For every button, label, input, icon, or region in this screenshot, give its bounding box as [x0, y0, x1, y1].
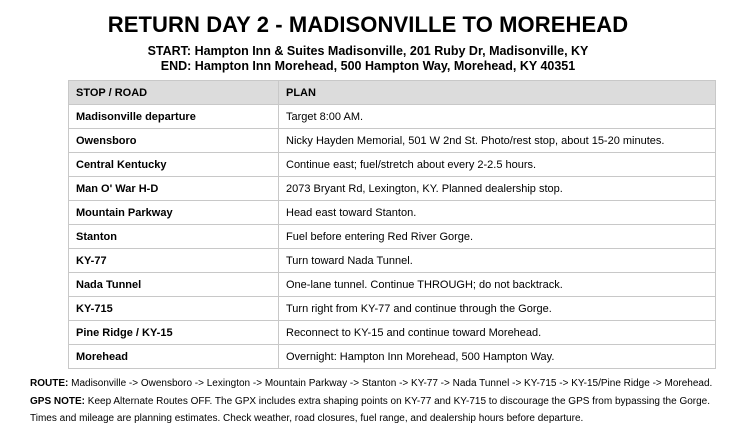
plan-cell: One-lane tunnel. Continue THROUGH; do not backtrack. — [279, 273, 716, 297]
table-row — [69, 129, 716, 153]
stop-cell: Nada Tunnel — [69, 273, 279, 297]
stop-cell: Madisonville departure — [69, 105, 279, 129]
plan-cell: Turn right from KY-77 and continue through the Gorge. — [279, 297, 716, 321]
route-note-text: Madisonville -> Owensboro -> Lexington -> Mountain Parkway -> Stanton -> KY-77 -> Nada Tunnel -> KY-715 -> KY-15/Pine Ridge -> Morehead. — [68, 378, 713, 389]
stop-cell: Morehead — [69, 345, 279, 369]
stop-cell: KY-715 — [69, 297, 279, 321]
plan-cell: Turn toward Nada Tunnel. — [279, 249, 716, 273]
itinerary-table — [68, 80, 716, 369]
table-row — [69, 321, 716, 345]
start-line: START: Hampton Inn & Suites Madisonville, 201 Ruby Dr, Madisonville, KY — [147, 44, 589, 58]
table-row — [69, 153, 716, 177]
header-plan: PLAN — [279, 81, 716, 105]
table-header-row — [69, 81, 716, 105]
plan-cell: Overnight: Hampton Inn Morehead, 500 Hampton Way. — [279, 345, 716, 369]
route-note-label: ROUTE: — [30, 378, 69, 389]
stop-cell: Owensboro — [69, 129, 279, 153]
table-row — [69, 105, 716, 129]
stop-cell: KY-77 — [69, 249, 279, 273]
plan-cell: Nicky Hayden Memorial, 501 W 2nd St. Photo/rest stop, about 15-20 minutes. — [279, 129, 716, 153]
table-row — [69, 201, 716, 225]
table-row — [69, 177, 716, 201]
plan-cell: Continue east; fuel/stretch about every 2-2.5 hours. — [279, 153, 716, 177]
table-row — [69, 345, 716, 369]
plan-cell: Fuel before entering Red River Gorge. — [279, 225, 716, 249]
gps-note-label: GPS NOTE: — [30, 396, 86, 407]
gps-note-text: Keep Alternate Routes OFF. The GPX includes extra shaping points on KY-77 and KY-715 to discourage the GPS from bypassing the Gorge. — [85, 396, 711, 407]
route-note — [30, 378, 712, 389]
stop-cell: Pine Ridge / KY-15 — [69, 321, 279, 345]
stop-cell: Stanton — [69, 225, 279, 249]
stop-cell: Man O' War H-D — [69, 177, 279, 201]
table-row — [69, 249, 716, 273]
stop-cell: Central Kentucky — [69, 153, 279, 177]
table-row — [69, 273, 716, 297]
header-stop-road: STOP / ROAD — [69, 81, 279, 105]
gps-note — [30, 396, 710, 407]
estimates-note: Times and mileage are planning estimates. Check weather, road closures, fuel range, and dealership hours before departure. — [30, 413, 584, 424]
stop-cell: Mountain Parkway — [69, 201, 279, 225]
table-row — [69, 225, 716, 249]
plan-cell: Reconnect to KY-15 and continue toward Morehead. — [279, 321, 716, 345]
page-title: RETURN DAY 2 - MADISONVILLE TO MOREHEAD — [107, 12, 629, 37]
table-row — [69, 297, 716, 321]
plan-cell: 2073 Bryant Rd, Lexington, KY. Planned dealership stop. — [279, 177, 716, 201]
plan-cell: Target 8:00 AM. — [279, 105, 716, 129]
end-line: END: Hampton Inn Morehead, 500 Hampton Way, Morehead, KY 40351 — [160, 59, 576, 73]
plan-cell: Head east toward Stanton. — [279, 201, 716, 225]
